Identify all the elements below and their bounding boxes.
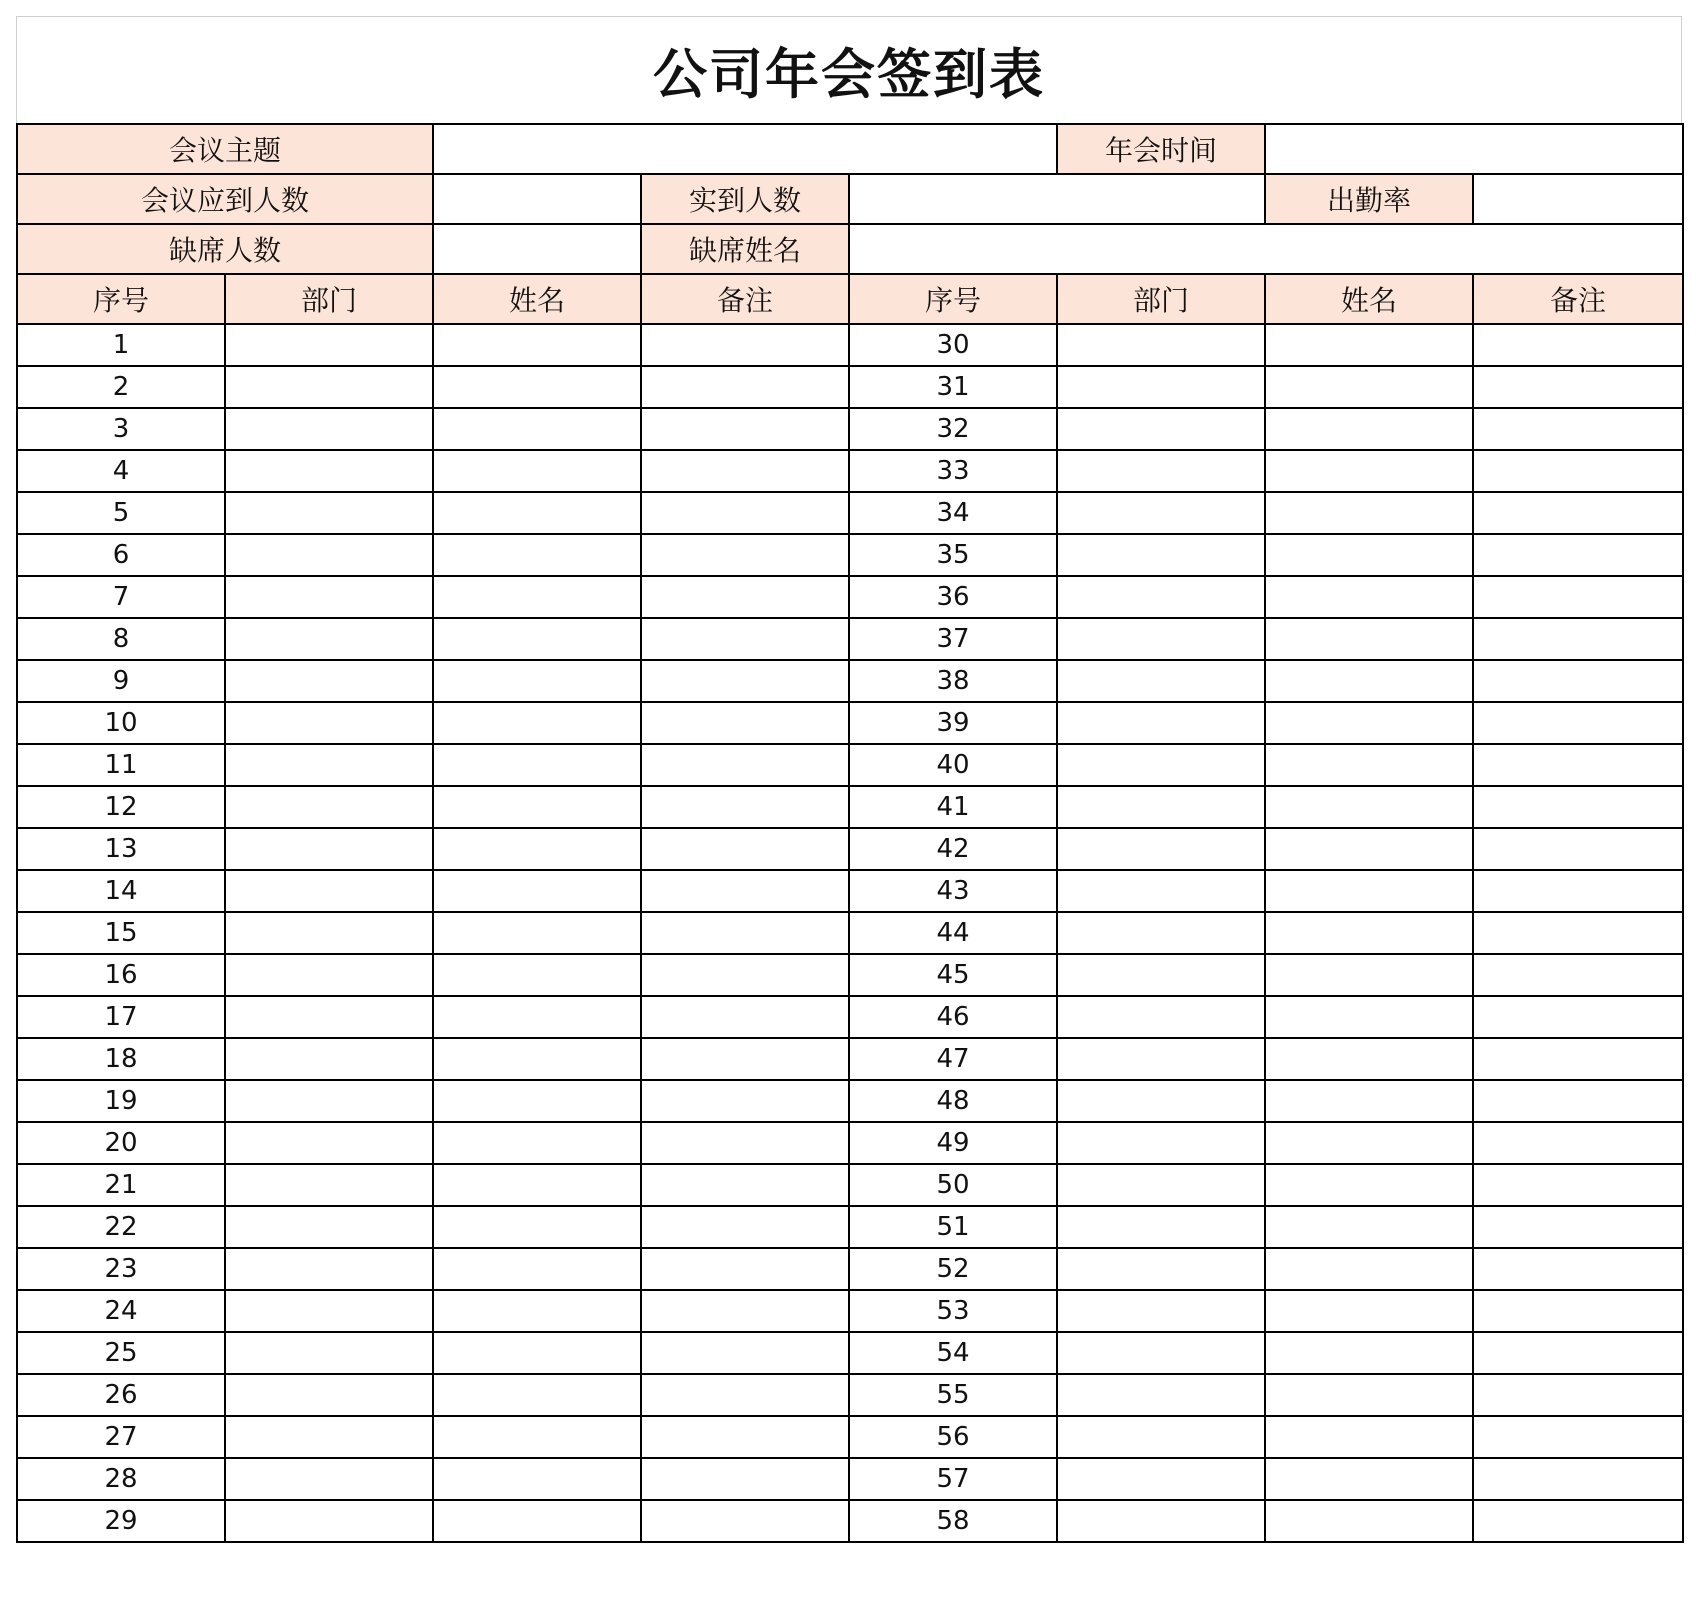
table-row bbox=[17, 450, 1683, 492]
remark-right-cell[interactable] bbox=[1473, 1500, 1683, 1542]
seq-left-cell: 22 bbox=[17, 1206, 225, 1248]
seq-left-cell: 9 bbox=[17, 660, 225, 702]
name-left-cell[interactable] bbox=[433, 660, 641, 702]
dept-right-cell[interactable] bbox=[1057, 786, 1265, 828]
dept-left-cell[interactable] bbox=[225, 828, 433, 870]
table-row bbox=[17, 1038, 1683, 1080]
dept-right-cell[interactable] bbox=[1057, 576, 1265, 618]
seq-left-cell: 16 bbox=[17, 954, 225, 996]
seq-left-cell: 5 bbox=[17, 492, 225, 534]
remark-left-cell[interactable] bbox=[641, 1458, 849, 1500]
dept-left-cell[interactable] bbox=[225, 1416, 433, 1458]
remark-left-cell[interactable] bbox=[641, 1332, 849, 1374]
dept-left-cell[interactable] bbox=[225, 1458, 433, 1500]
table-row bbox=[17, 1164, 1683, 1206]
dept-left-cell[interactable] bbox=[225, 1248, 433, 1290]
column-header-row bbox=[17, 274, 1683, 324]
remark-right-cell[interactable] bbox=[1473, 366, 1683, 408]
seq-right-cell: 36 bbox=[849, 576, 1057, 618]
dept-right-cell[interactable] bbox=[1057, 324, 1265, 366]
name-right-cell[interactable] bbox=[1265, 954, 1473, 996]
seq-left-cell: 19 bbox=[17, 1080, 225, 1122]
info-row-absent bbox=[17, 224, 1683, 274]
dept-right-cell[interactable] bbox=[1057, 1458, 1265, 1500]
col-header-dept-right: 部门 bbox=[1057, 274, 1265, 324]
seq-left-cell: 17 bbox=[17, 996, 225, 1038]
table-row bbox=[17, 1500, 1683, 1542]
seq-left-cell: 27 bbox=[17, 1416, 225, 1458]
sign-in-table bbox=[16, 123, 1684, 1543]
table-row bbox=[17, 1080, 1683, 1122]
remark-right-cell[interactable] bbox=[1473, 324, 1683, 366]
remark-left-cell[interactable] bbox=[641, 1038, 849, 1080]
name-right-cell[interactable] bbox=[1265, 828, 1473, 870]
remark-left-cell[interactable] bbox=[641, 1206, 849, 1248]
dept-left-cell[interactable] bbox=[225, 1206, 433, 1248]
remark-right-cell[interactable] bbox=[1473, 996, 1683, 1038]
dept-left-cell[interactable] bbox=[225, 1080, 433, 1122]
seq-left-cell: 14 bbox=[17, 870, 225, 912]
dept-right-cell[interactable] bbox=[1057, 1038, 1265, 1080]
dept-left-cell[interactable] bbox=[225, 408, 433, 450]
remark-left-cell[interactable] bbox=[641, 408, 849, 450]
name-left-cell[interactable] bbox=[433, 1290, 641, 1332]
seq-left-cell: 20 bbox=[17, 1122, 225, 1164]
attendance-rate-label: 出勤率 bbox=[1265, 174, 1473, 224]
remark-right-cell[interactable] bbox=[1473, 660, 1683, 702]
name-left-cell[interactable] bbox=[433, 828, 641, 870]
remark-left-cell[interactable] bbox=[641, 954, 849, 996]
name-right-cell[interactable] bbox=[1265, 1038, 1473, 1080]
remark-left-cell[interactable] bbox=[641, 1122, 849, 1164]
absent-count-value-cell[interactable] bbox=[433, 224, 641, 274]
seq-right-cell: 53 bbox=[849, 1290, 1057, 1332]
seq-left-cell: 8 bbox=[17, 618, 225, 660]
seq-right-cell: 44 bbox=[849, 912, 1057, 954]
dept-left-cell[interactable] bbox=[225, 534, 433, 576]
dept-right-cell[interactable] bbox=[1057, 660, 1265, 702]
absent-count-label: 缺席人数 bbox=[17, 224, 433, 274]
actual-count-value-cell[interactable] bbox=[849, 174, 1265, 224]
remark-left-cell[interactable] bbox=[641, 996, 849, 1038]
name-left-cell[interactable] bbox=[433, 702, 641, 744]
table-row bbox=[17, 1122, 1683, 1164]
dept-left-cell[interactable] bbox=[225, 954, 433, 996]
seq-right-cell: 41 bbox=[849, 786, 1057, 828]
expected-count-label: 会议应到人数 bbox=[17, 174, 433, 224]
remark-left-cell[interactable] bbox=[641, 324, 849, 366]
col-header-remark-left: 备注 bbox=[641, 274, 849, 324]
seq-left-cell: 10 bbox=[17, 702, 225, 744]
seq-left-cell: 26 bbox=[17, 1374, 225, 1416]
dept-left-cell[interactable] bbox=[225, 996, 433, 1038]
name-left-cell[interactable] bbox=[433, 912, 641, 954]
topic-label: 会议主题 bbox=[17, 124, 433, 174]
remark-left-cell[interactable] bbox=[641, 492, 849, 534]
dept-right-cell[interactable] bbox=[1057, 408, 1265, 450]
dept-right-cell[interactable] bbox=[1057, 1416, 1265, 1458]
dept-right-cell[interactable] bbox=[1057, 996, 1265, 1038]
name-left-cell[interactable] bbox=[433, 1206, 641, 1248]
dept-left-cell[interactable] bbox=[225, 1164, 433, 1206]
name-right-cell[interactable] bbox=[1265, 660, 1473, 702]
remark-right-cell[interactable] bbox=[1473, 618, 1683, 660]
table-row bbox=[17, 786, 1683, 828]
dept-right-cell[interactable] bbox=[1057, 1332, 1265, 1374]
seq-left-cell: 12 bbox=[17, 786, 225, 828]
remark-left-cell[interactable] bbox=[641, 702, 849, 744]
table-row bbox=[17, 996, 1683, 1038]
absent-names-value-cell[interactable] bbox=[849, 224, 1683, 274]
remark-left-cell[interactable] bbox=[641, 1290, 849, 1332]
table-row bbox=[17, 1290, 1683, 1332]
seq-left-cell: 13 bbox=[17, 828, 225, 870]
dept-right-cell[interactable] bbox=[1057, 492, 1265, 534]
seq-left-cell: 1 bbox=[17, 324, 225, 366]
remark-right-cell[interactable] bbox=[1473, 828, 1683, 870]
remark-left-cell[interactable] bbox=[641, 786, 849, 828]
remark-right-cell[interactable] bbox=[1473, 1164, 1683, 1206]
seq-left-cell: 3 bbox=[17, 408, 225, 450]
remark-left-cell[interactable] bbox=[641, 366, 849, 408]
remark-left-cell[interactable] bbox=[641, 618, 849, 660]
name-left-cell[interactable] bbox=[433, 1164, 641, 1206]
remark-left-cell[interactable] bbox=[641, 870, 849, 912]
name-right-cell[interactable] bbox=[1265, 1080, 1473, 1122]
seq-right-cell: 37 bbox=[849, 618, 1057, 660]
seq-right-cell: 33 bbox=[849, 450, 1057, 492]
name-left-cell[interactable] bbox=[433, 1332, 641, 1374]
seq-right-cell: 31 bbox=[849, 366, 1057, 408]
remark-right-cell[interactable] bbox=[1473, 408, 1683, 450]
remark-left-cell[interactable] bbox=[641, 660, 849, 702]
dept-left-cell[interactable] bbox=[225, 324, 433, 366]
col-header-remark-right: 备注 bbox=[1473, 274, 1683, 324]
dept-left-cell[interactable] bbox=[225, 492, 433, 534]
table-row bbox=[17, 408, 1683, 450]
remark-left-cell[interactable] bbox=[641, 576, 849, 618]
name-right-cell[interactable] bbox=[1265, 912, 1473, 954]
name-right-cell[interactable] bbox=[1265, 1332, 1473, 1374]
dept-left-cell[interactable] bbox=[225, 912, 433, 954]
seq-left-cell: 21 bbox=[17, 1164, 225, 1206]
table-row bbox=[17, 912, 1683, 954]
dept-right-cell[interactable] bbox=[1057, 1248, 1265, 1290]
col-header-seq-right: 序号 bbox=[849, 274, 1057, 324]
table-row bbox=[17, 828, 1683, 870]
remark-right-cell[interactable] bbox=[1473, 1038, 1683, 1080]
title-bar bbox=[16, 16, 1682, 123]
remark-right-cell[interactable] bbox=[1473, 912, 1683, 954]
remark-right-cell[interactable] bbox=[1473, 1458, 1683, 1500]
seq-right-cell: 38 bbox=[849, 660, 1057, 702]
name-right-cell[interactable] bbox=[1265, 1164, 1473, 1206]
dept-left-cell[interactable] bbox=[225, 450, 433, 492]
dept-right-cell[interactable] bbox=[1057, 534, 1265, 576]
seq-right-cell: 46 bbox=[849, 996, 1057, 1038]
name-right-cell[interactable] bbox=[1265, 576, 1473, 618]
seq-right-cell: 48 bbox=[849, 1080, 1057, 1122]
table-row bbox=[17, 576, 1683, 618]
dept-right-cell[interactable] bbox=[1057, 1122, 1265, 1164]
seq-right-cell: 45 bbox=[849, 954, 1057, 996]
name-left-cell[interactable] bbox=[433, 324, 641, 366]
remark-left-cell[interactable] bbox=[641, 534, 849, 576]
name-left-cell[interactable] bbox=[433, 1080, 641, 1122]
table-row bbox=[17, 954, 1683, 996]
seq-right-cell: 52 bbox=[849, 1248, 1057, 1290]
dept-right-cell[interactable] bbox=[1057, 1374, 1265, 1416]
seq-left-cell: 18 bbox=[17, 1038, 225, 1080]
remark-right-cell[interactable] bbox=[1473, 870, 1683, 912]
info-row-topic bbox=[17, 124, 1683, 174]
remark-right-cell[interactable] bbox=[1473, 1206, 1683, 1248]
table-row bbox=[17, 534, 1683, 576]
table-row bbox=[17, 324, 1683, 366]
table-row bbox=[17, 1206, 1683, 1248]
name-left-cell[interactable] bbox=[433, 618, 641, 660]
name-right-cell[interactable] bbox=[1265, 1458, 1473, 1500]
table-row bbox=[17, 618, 1683, 660]
name-right-cell[interactable] bbox=[1265, 1206, 1473, 1248]
dept-right-cell[interactable] bbox=[1057, 828, 1265, 870]
name-left-cell[interactable] bbox=[433, 1038, 641, 1080]
dept-left-cell[interactable] bbox=[225, 744, 433, 786]
remark-right-cell[interactable] bbox=[1473, 492, 1683, 534]
name-left-cell[interactable] bbox=[433, 744, 641, 786]
seq-left-cell: 25 bbox=[17, 1332, 225, 1374]
name-left-cell[interactable] bbox=[433, 534, 641, 576]
table-row bbox=[17, 1248, 1683, 1290]
seq-left-cell: 28 bbox=[17, 1458, 225, 1500]
seq-left-cell: 11 bbox=[17, 744, 225, 786]
dept-right-cell[interactable] bbox=[1057, 954, 1265, 996]
name-left-cell[interactable] bbox=[433, 492, 641, 534]
name-right-cell[interactable] bbox=[1265, 492, 1473, 534]
name-left-cell[interactable] bbox=[433, 954, 641, 996]
name-right-cell[interactable] bbox=[1265, 996, 1473, 1038]
name-right-cell[interactable] bbox=[1265, 786, 1473, 828]
remark-left-cell[interactable] bbox=[641, 450, 849, 492]
remark-left-cell[interactable] bbox=[641, 1080, 849, 1122]
name-right-cell[interactable] bbox=[1265, 408, 1473, 450]
table-row bbox=[17, 366, 1683, 408]
seq-right-cell: 30 bbox=[849, 324, 1057, 366]
seq-right-cell: 56 bbox=[849, 1416, 1057, 1458]
table-row bbox=[17, 492, 1683, 534]
remark-left-cell[interactable] bbox=[641, 1248, 849, 1290]
seq-right-cell: 55 bbox=[849, 1374, 1057, 1416]
table-row bbox=[17, 1374, 1683, 1416]
name-right-cell[interactable] bbox=[1265, 534, 1473, 576]
attendance-rate-value-cell[interactable] bbox=[1473, 174, 1683, 224]
time-label: 年会时间 bbox=[1057, 124, 1265, 174]
dept-right-cell[interactable] bbox=[1057, 1080, 1265, 1122]
name-right-cell[interactable] bbox=[1265, 450, 1473, 492]
name-right-cell[interactable] bbox=[1265, 744, 1473, 786]
remark-right-cell[interactable] bbox=[1473, 1416, 1683, 1458]
remark-right-cell[interactable] bbox=[1473, 534, 1683, 576]
name-right-cell[interactable] bbox=[1265, 1374, 1473, 1416]
name-right-cell[interactable] bbox=[1265, 1416, 1473, 1458]
name-right-cell[interactable] bbox=[1265, 324, 1473, 366]
dept-left-cell[interactable] bbox=[225, 366, 433, 408]
name-left-cell[interactable] bbox=[433, 408, 641, 450]
table-row bbox=[17, 1332, 1683, 1374]
dept-left-cell[interactable] bbox=[225, 870, 433, 912]
remark-right-cell[interactable] bbox=[1473, 576, 1683, 618]
remark-right-cell[interactable] bbox=[1473, 1332, 1683, 1374]
dept-left-cell[interactable] bbox=[225, 1038, 433, 1080]
dept-left-cell[interactable] bbox=[225, 786, 433, 828]
dept-right-cell[interactable] bbox=[1057, 870, 1265, 912]
table-row bbox=[17, 1458, 1683, 1500]
dept-right-cell[interactable] bbox=[1057, 618, 1265, 660]
name-left-cell[interactable] bbox=[433, 786, 641, 828]
name-left-cell[interactable] bbox=[433, 1248, 641, 1290]
remark-right-cell[interactable] bbox=[1473, 1080, 1683, 1122]
dept-right-cell[interactable] bbox=[1057, 1206, 1265, 1248]
seq-left-cell: 7 bbox=[17, 576, 225, 618]
actual-count-label: 实到人数 bbox=[641, 174, 849, 224]
remark-right-cell[interactable] bbox=[1473, 954, 1683, 996]
seq-left-cell: 23 bbox=[17, 1248, 225, 1290]
topic-value-cell[interactable] bbox=[433, 124, 1057, 174]
dept-right-cell[interactable] bbox=[1057, 366, 1265, 408]
seq-right-cell: 57 bbox=[849, 1458, 1057, 1500]
name-right-cell[interactable] bbox=[1265, 870, 1473, 912]
remark-left-cell[interactable] bbox=[641, 1500, 849, 1542]
dept-right-cell[interactable] bbox=[1057, 744, 1265, 786]
dept-right-cell[interactable] bbox=[1057, 702, 1265, 744]
info-row-attendance bbox=[17, 174, 1683, 224]
absent-names-label: 缺席姓名 bbox=[641, 224, 849, 274]
seq-right-cell: 32 bbox=[849, 408, 1057, 450]
name-right-cell[interactable] bbox=[1265, 1122, 1473, 1164]
time-value-cell[interactable] bbox=[1265, 124, 1683, 174]
name-left-cell[interactable] bbox=[433, 450, 641, 492]
dept-right-cell[interactable] bbox=[1057, 912, 1265, 954]
expected-count-value-cell[interactable] bbox=[433, 174, 641, 224]
name-left-cell[interactable] bbox=[433, 1122, 641, 1164]
seq-left-cell: 2 bbox=[17, 366, 225, 408]
seq-left-cell: 15 bbox=[17, 912, 225, 954]
table-row bbox=[17, 660, 1683, 702]
remark-left-cell[interactable] bbox=[641, 1416, 849, 1458]
remark-right-cell[interactable] bbox=[1473, 1122, 1683, 1164]
dept-left-cell[interactable] bbox=[225, 1500, 433, 1542]
name-right-cell[interactable] bbox=[1265, 1500, 1473, 1542]
name-left-cell[interactable] bbox=[433, 576, 641, 618]
remark-right-cell[interactable] bbox=[1473, 1290, 1683, 1332]
name-right-cell[interactable] bbox=[1265, 1290, 1473, 1332]
remark-left-cell[interactable] bbox=[641, 828, 849, 870]
page-title: 公司年会签到表 bbox=[653, 42, 1045, 106]
seq-right-cell: 58 bbox=[849, 1500, 1057, 1542]
table-row bbox=[17, 702, 1683, 744]
remark-right-cell[interactable] bbox=[1473, 1374, 1683, 1416]
table-row bbox=[17, 744, 1683, 786]
name-left-cell[interactable] bbox=[433, 1374, 641, 1416]
table-row bbox=[17, 870, 1683, 912]
dept-left-cell[interactable] bbox=[225, 702, 433, 744]
dept-right-cell[interactable] bbox=[1057, 1500, 1265, 1542]
col-header-dept-left: 部门 bbox=[225, 274, 433, 324]
remark-right-cell[interactable] bbox=[1473, 786, 1683, 828]
name-left-cell[interactable] bbox=[433, 1458, 641, 1500]
name-right-cell[interactable] bbox=[1265, 1248, 1473, 1290]
name-left-cell[interactable] bbox=[433, 1500, 641, 1542]
seq-right-cell: 43 bbox=[849, 870, 1057, 912]
remark-left-cell[interactable] bbox=[641, 1374, 849, 1416]
sign-in-sheet bbox=[16, 16, 1682, 1543]
dept-left-cell[interactable] bbox=[225, 660, 433, 702]
dept-right-cell[interactable] bbox=[1057, 450, 1265, 492]
remark-right-cell[interactable] bbox=[1473, 1248, 1683, 1290]
seq-right-cell: 47 bbox=[849, 1038, 1057, 1080]
col-header-name-left: 姓名 bbox=[433, 274, 641, 324]
seq-right-cell: 40 bbox=[849, 744, 1057, 786]
seq-right-cell: 54 bbox=[849, 1332, 1057, 1374]
name-left-cell[interactable] bbox=[433, 366, 641, 408]
name-right-cell[interactable] bbox=[1265, 618, 1473, 660]
name-left-cell[interactable] bbox=[433, 996, 641, 1038]
dept-left-cell[interactable] bbox=[225, 1374, 433, 1416]
dept-left-cell[interactable] bbox=[225, 1122, 433, 1164]
table-row bbox=[17, 1416, 1683, 1458]
seq-right-cell: 51 bbox=[849, 1206, 1057, 1248]
dept-left-cell[interactable] bbox=[225, 576, 433, 618]
seq-right-cell: 49 bbox=[849, 1122, 1057, 1164]
seq-left-cell: 6 bbox=[17, 534, 225, 576]
dept-right-cell[interactable] bbox=[1057, 1164, 1265, 1206]
seq-left-cell: 29 bbox=[17, 1500, 225, 1542]
col-header-seq-left: 序号 bbox=[17, 274, 225, 324]
name-right-cell[interactable] bbox=[1265, 702, 1473, 744]
seq-right-cell: 50 bbox=[849, 1164, 1057, 1206]
remark-left-cell[interactable] bbox=[641, 744, 849, 786]
name-right-cell[interactable] bbox=[1265, 366, 1473, 408]
seq-left-cell: 24 bbox=[17, 1290, 225, 1332]
name-left-cell[interactable] bbox=[433, 1416, 641, 1458]
dept-left-cell[interactable] bbox=[225, 1290, 433, 1332]
remark-right-cell[interactable] bbox=[1473, 450, 1683, 492]
seq-right-cell: 42 bbox=[849, 828, 1057, 870]
seq-right-cell: 35 bbox=[849, 534, 1057, 576]
dept-left-cell[interactable] bbox=[225, 1332, 433, 1374]
dept-right-cell[interactable] bbox=[1057, 1290, 1265, 1332]
name-left-cell[interactable] bbox=[433, 870, 641, 912]
remark-right-cell[interactable] bbox=[1473, 702, 1683, 744]
remark-left-cell[interactable] bbox=[641, 1164, 849, 1206]
seq-right-cell: 34 bbox=[849, 492, 1057, 534]
col-header-name-right: 姓名 bbox=[1265, 274, 1473, 324]
seq-right-cell: 39 bbox=[849, 702, 1057, 744]
remark-right-cell[interactable] bbox=[1473, 744, 1683, 786]
remark-left-cell[interactable] bbox=[641, 912, 849, 954]
seq-left-cell: 4 bbox=[17, 450, 225, 492]
dept-left-cell[interactable] bbox=[225, 618, 433, 660]
